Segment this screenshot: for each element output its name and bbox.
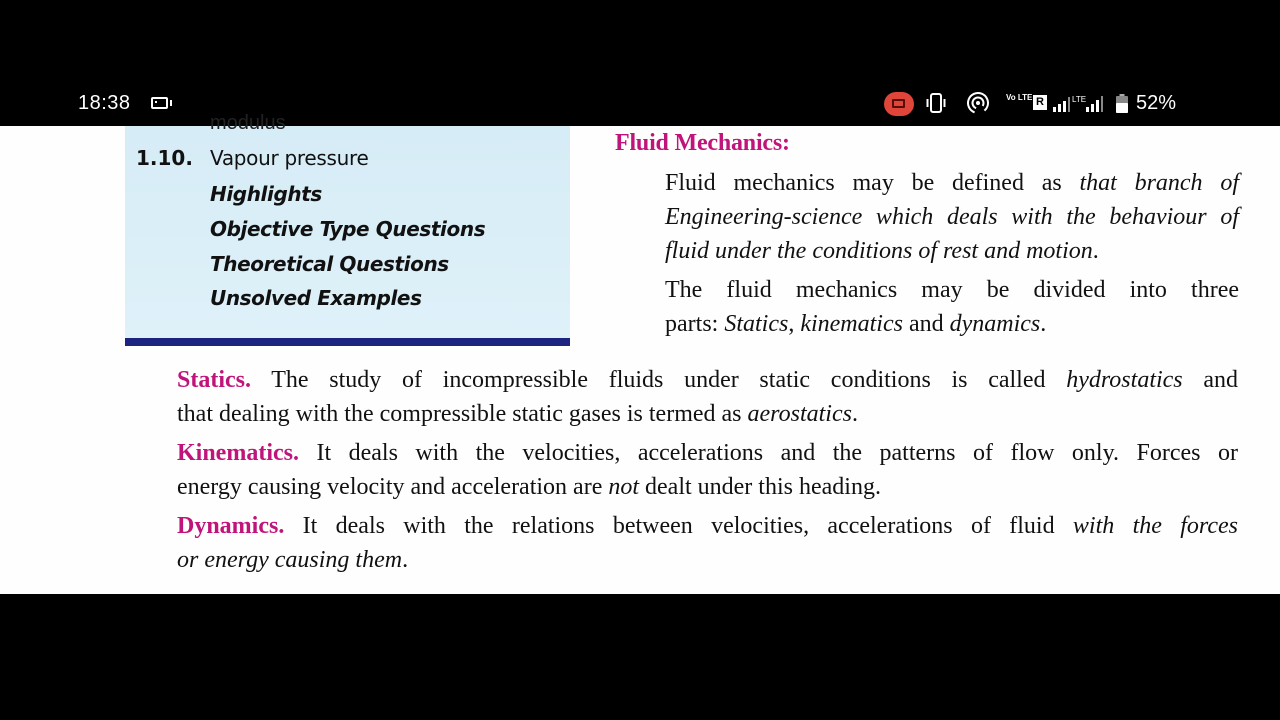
statics-paragraph	[126, 363, 1238, 431]
italic-text: or energy causing them	[177, 547, 403, 573]
text: It deals with the velocities, accelerations and the patterns of flow only. Forces or	[298, 440, 1238, 466]
italic-text: Engineering-science which deals with the behaviour of	[665, 204, 1239, 230]
italic-text: kinematics	[800, 311, 903, 337]
toc-item-unsolved-examples: Unsolved Examples	[210, 286, 422, 310]
document-page	[0, 112, 1280, 594]
roaming-icon: R	[1033, 95, 1047, 110]
para-line: The fluid mechanics may be divided into three	[665, 277, 1239, 303]
svg-text:LTE: LTE	[1072, 95, 1087, 104]
dynamics-paragraph	[126, 509, 1238, 577]
text: ,	[788, 311, 801, 337]
hotspot-icon	[966, 91, 990, 115]
italic-text: fluid under the conditions of rest and motion	[665, 238, 1093, 264]
term-statics: Statics.	[177, 367, 251, 393]
text: dealt under this heading.	[639, 474, 881, 500]
volte-icon: Vo LTE	[1006, 93, 1033, 102]
italic-text: with the forces	[1072, 513, 1238, 539]
text: parts:	[665, 311, 725, 337]
text: Fluid mechanics may be defined as	[665, 170, 1080, 196]
kinematics-paragraph	[126, 436, 1238, 504]
text: It deals with the relations between velocities, accelerations of fluid	[284, 513, 1073, 539]
italic-text: Statics	[724, 311, 789, 337]
toc-item-objective-questions: Objective Type Questions	[210, 217, 486, 241]
text: that dealing with the compressible static gases is termed as	[177, 401, 748, 427]
italic-text: that branch of	[1079, 170, 1239, 196]
text: and	[1182, 367, 1238, 393]
signal-strength-icon	[1052, 93, 1106, 113]
toc-item-theoretical-questions: Theoretical Questions	[210, 252, 449, 276]
italic-text: dynamics	[949, 311, 1041, 337]
text: and	[902, 311, 950, 337]
toc-item-vapour-pressure: Vapour pressure	[210, 146, 369, 170]
screen-recording-active-icon[interactable]	[884, 92, 914, 116]
para-line	[615, 307, 1239, 341]
battery-percentage: 52%	[1136, 92, 1177, 114]
screen-record-icon	[151, 97, 168, 109]
text: energy causing velocity and acceleration are	[177, 474, 609, 500]
section-heading: Fluid Mechanics:	[615, 130, 790, 156]
text: .	[1092, 238, 1099, 264]
toc-section-number: 1.10.	[136, 146, 193, 170]
para-line	[126, 470, 1238, 504]
divisions-paragraph	[615, 273, 1239, 341]
definition-paragraph	[615, 166, 1239, 268]
italic-text: hydrostatics	[1066, 367, 1183, 393]
para-line	[126, 543, 1238, 577]
para-line	[126, 397, 1238, 431]
toc-divider-bar	[125, 338, 570, 346]
para-line	[126, 363, 1238, 397]
vibrate-icon	[925, 92, 947, 114]
text: .	[402, 547, 409, 573]
italic-text: aerostatics	[747, 401, 852, 427]
toc-item-highlights: Highlights	[210, 182, 322, 206]
term-kinematics: Kinematics.	[177, 440, 299, 466]
para-line	[615, 234, 1239, 268]
status-bar	[0, 82, 1280, 126]
para-line	[615, 166, 1239, 200]
battery-icon	[1116, 94, 1128, 113]
para-line	[615, 200, 1239, 234]
text: .	[851, 401, 858, 427]
italic-text: not	[608, 474, 640, 500]
term-dynamics: Dynamics.	[177, 513, 285, 539]
para-line	[126, 436, 1238, 470]
clock: 18:38	[78, 92, 131, 114]
text: The study of incompressible fluids under static conditions is called	[251, 367, 1067, 393]
toc-cutoff-text: modulus	[210, 112, 286, 134]
text: .	[1040, 311, 1047, 337]
para-line	[126, 509, 1238, 543]
